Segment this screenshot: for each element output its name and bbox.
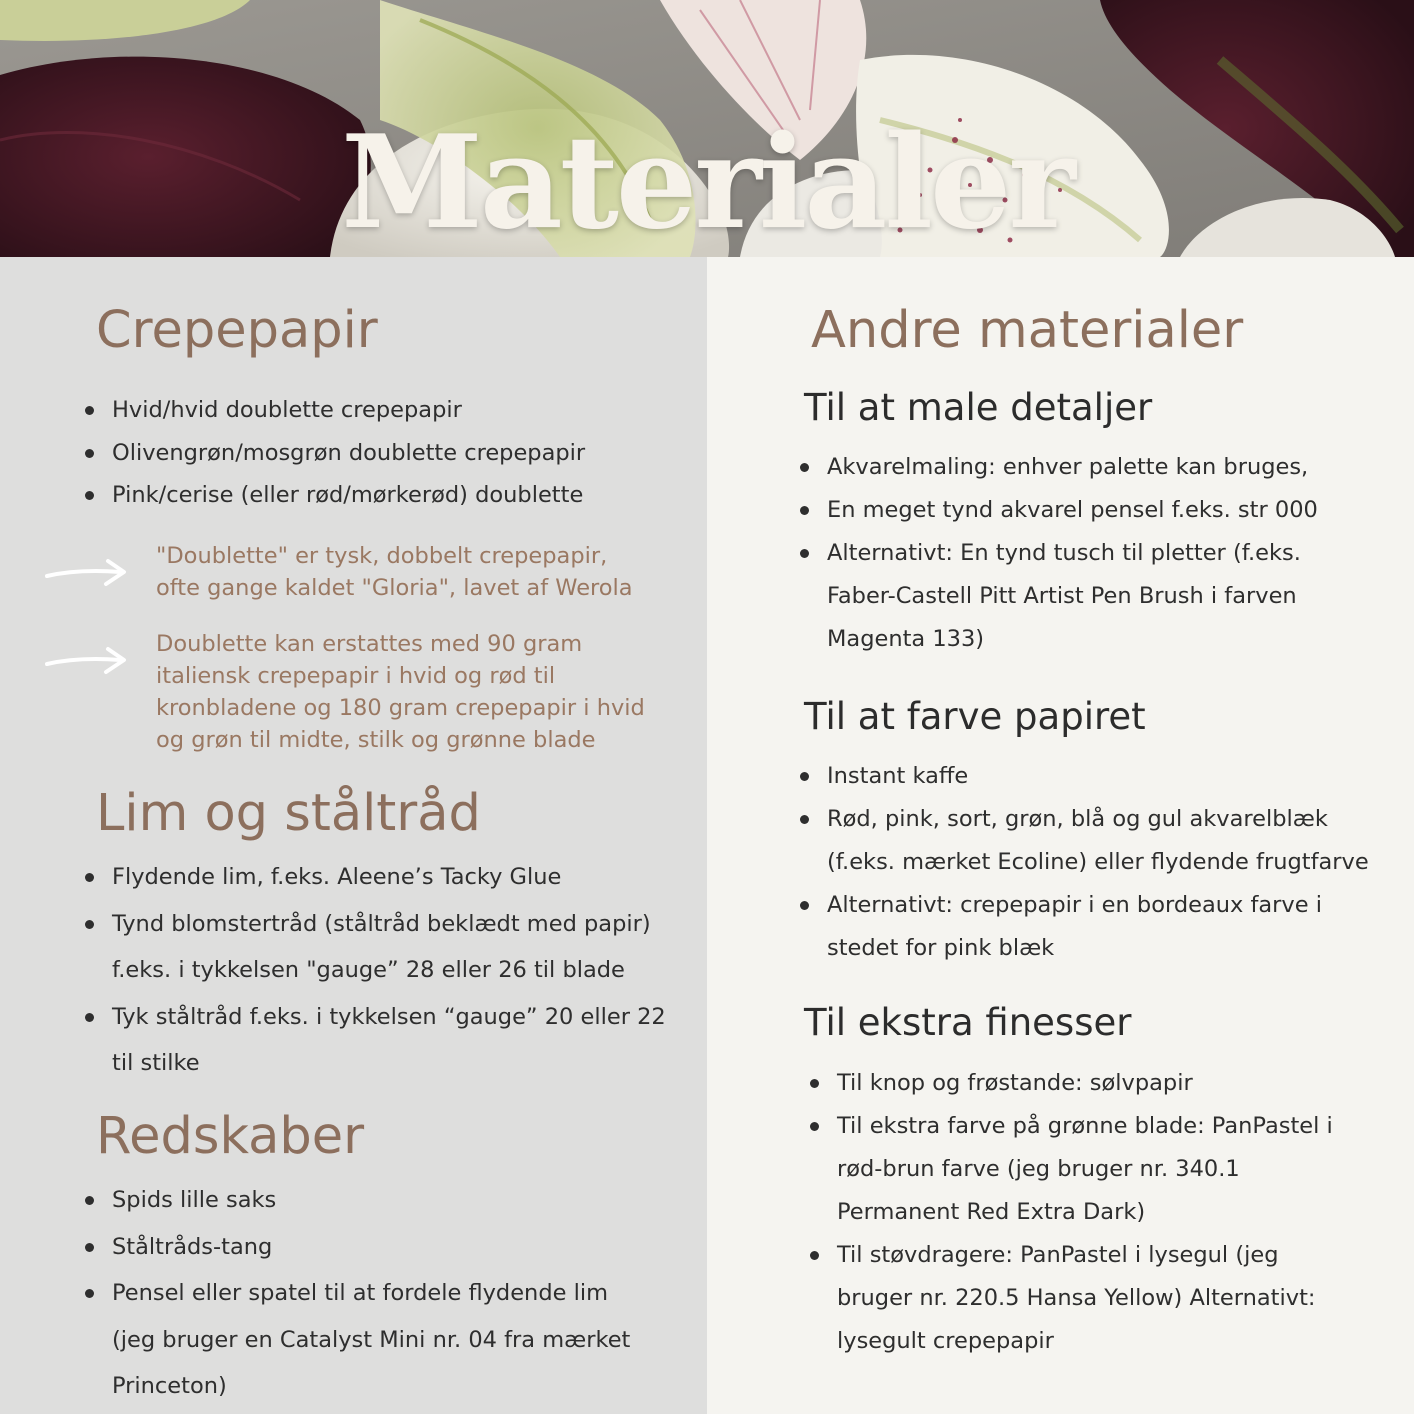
list-item	[82, 994, 666, 1087]
list-item	[82, 901, 666, 994]
finesser-list	[807, 1062, 1333, 1363]
list-item	[82, 854, 666, 901]
list-item: Pink/cerise (eller rød/mørkerød) doublette	[82, 474, 585, 517]
list-item	[797, 755, 1369, 798]
list-item-line: (jeg bruger en Catalyst Mini nr. 04 fra mærket	[112, 1326, 631, 1353]
list-item-line: Permanent Red Extra Dark)	[837, 1199, 1146, 1225]
list-item-line: Princeton)	[112, 1373, 227, 1399]
list-item-line: stedet for pink blæk	[827, 935, 1055, 961]
note-line: Doublette kan erstattes med 90 gram	[156, 631, 583, 657]
list-item	[82, 1177, 630, 1224]
list-item-line: til stilke	[112, 1050, 200, 1076]
list-item-line: Alternativt: En tynd tusch til pletter (f.eks.	[827, 540, 1301, 566]
list-item-line: Instant kaffe	[827, 763, 969, 789]
right-column	[707, 257, 1414, 1414]
list-item	[807, 1062, 1333, 1105]
list-item-line: Til knop og frøstande: sølvpapir	[837, 1070, 1193, 1096]
heading-til-at-farve-papiret: Til at farve papiret	[804, 695, 1146, 738]
page-title: Materialer	[341, 107, 1073, 257]
list-item	[797, 489, 1318, 532]
list-item-line: f.eks. i tykkelsen "gauge” 28 eller 26 til blade	[112, 957, 625, 983]
list-item	[797, 532, 1318, 661]
list-item-line: Ståltråds-tang	[112, 1233, 273, 1260]
heading-redskaber: Redskaber	[96, 1107, 365, 1166]
list-item-line: (f.eks. mærket Ecoline) eller flydende frugtfarve	[827, 849, 1369, 875]
left-column	[0, 257, 707, 1414]
list-item-line: Tyk ståltråd f.eks. i tykkelsen “gauge” 20 eller 22	[112, 1003, 666, 1030]
note-line: ofte gange kaldet "Gloria", lavet af Werola	[156, 575, 633, 601]
note-doublette	[156, 540, 633, 604]
list-item-line: Akvarelmaling: enhver palette kan bruges,	[827, 454, 1309, 480]
list-item-line: Til støvdragere: PanPastel i lysegul (jeg	[837, 1242, 1279, 1268]
list-item-line: Spids lille saks	[112, 1187, 277, 1213]
note-substitute	[156, 628, 645, 756]
list-item-line: bruger nr. 220.5 Hansa Yellow) Alternativt:	[837, 1285, 1316, 1311]
list-item-line: Pensel eller spatel til at fordele flydende lim	[112, 1280, 609, 1306]
list-item	[807, 1234, 1333, 1363]
list-item-line: En meget tynd akvarel pensel f.eks. str 000	[827, 497, 1318, 523]
heading-lim-og-staltrad: Lim og ståltråd	[96, 784, 481, 843]
arrow-right-icon	[44, 556, 130, 590]
farve-list	[797, 755, 1369, 970]
list-item-line: Tynd blomstertråd (ståltråd beklædt med papir)	[112, 910, 651, 937]
list-item	[82, 1270, 630, 1410]
redskaber-list	[82, 1177, 630, 1410]
heading-til-ekstra-finesser: Til ekstra finesser	[804, 1001, 1132, 1044]
list-item-line: Rød, pink, sort, grøn, blå og gul akvarelblæk	[827, 806, 1328, 832]
note-line: italiensk crepepapir i hvid og rød til	[156, 663, 556, 689]
list-item-line: Til ekstra farve på grønne blade: PanPastel i	[837, 1113, 1333, 1139]
heading-til-at-male-detaljer: Til at male detaljer	[804, 386, 1153, 429]
list-item-line: Magenta 133)	[827, 626, 985, 652]
arrow-right-icon	[44, 644, 130, 678]
list-item: Olivengrøn/mosgrøn doublette crepepapir	[82, 432, 585, 475]
header-banner	[0, 0, 1414, 257]
list-item-line: lysegult crepepapir	[837, 1328, 1054, 1354]
list-item: Hvid/hvid doublette crepepapir	[82, 389, 585, 432]
list-item	[797, 446, 1318, 489]
list-item-line: Alternativt: crepepapir i en bordeaux farve i	[827, 892, 1322, 918]
note-line: "Doublette" er tysk, dobbelt crepepapir,	[156, 543, 608, 569]
heading-crepepapir: Crepepapir	[96, 301, 378, 360]
list-item	[797, 798, 1369, 884]
list-item	[82, 1224, 630, 1271]
list-item	[807, 1105, 1333, 1234]
lim-list	[82, 854, 666, 1087]
list-item-line: Flydende lim, f.eks. Aleene’s Tacky Glue	[112, 864, 562, 890]
list-item-line: rød-brun farve (jeg bruger nr. 340.1	[837, 1156, 1240, 1182]
male-list	[797, 446, 1318, 661]
heading-andre-materialer: Andre materialer	[811, 301, 1244, 360]
list-item-line: Faber-Castell Pitt Artist Pen Brush i farven	[827, 583, 1297, 609]
note-line: kronbladene og 180 gram crepepapir i hvid	[156, 695, 645, 721]
list-item	[797, 884, 1369, 970]
crepepapir-list	[82, 389, 585, 517]
note-line: og grøn til midte, stilk og grønne blade	[156, 727, 596, 753]
